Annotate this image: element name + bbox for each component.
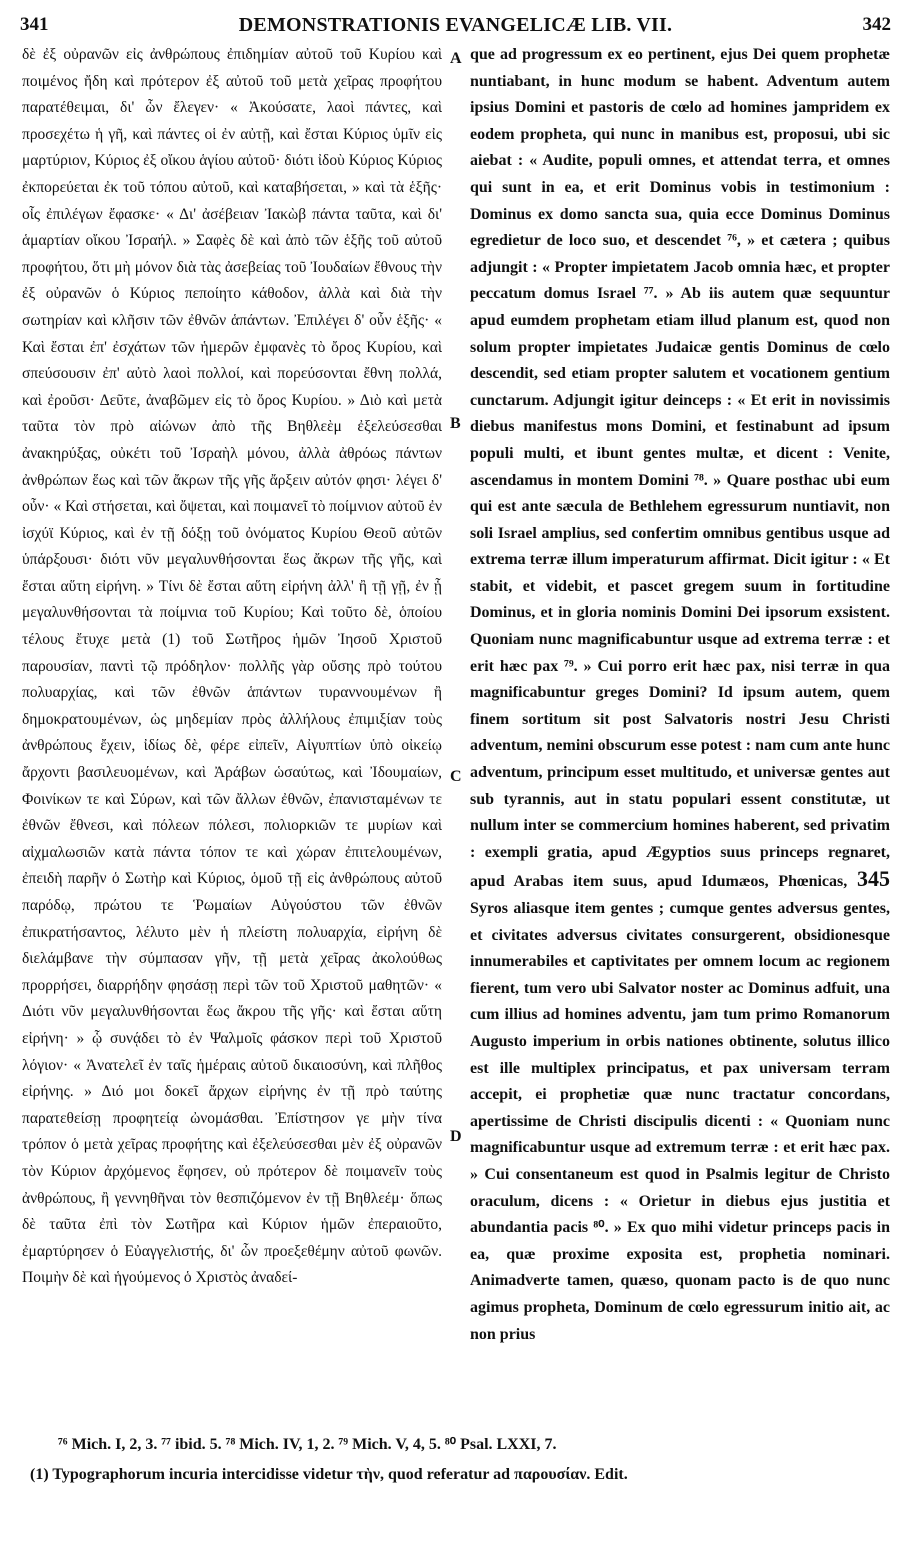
latin-column bbox=[470, 42, 890, 1430]
page-number-right: 342 bbox=[862, 14, 891, 35]
running-title: DEMONSTRATIONIS EVANGELICÆ LIB. VII. bbox=[238, 14, 673, 36]
footnotes bbox=[30, 1430, 889, 1490]
latin-text-a: que ad progressum ex eo pertinent, ejus Dei quem prophetæ nuntiabant, in hunc modum se habent. Adventum autem ipsius Domini et pastoris de cœlo ad homines jampridem ex eodem propheta, qui nunc in manibus est, proposui, ubi sic aiebat : « Audite, populi omnes, et attendat terra, et omnes qui sunt in ea, et erit Dominus vobis in testimonium : Dominus ex domo sancta sua, quia ecce Dominus Dominus egredietur de loco suo, et descendet ⁷⁶, » et cætera ; quibus adjungit : « Propter impietatem Jacob omnia hæc, et propter peccatum domus Israel ⁷⁷. » Ab iis autem quæ sequuntur apud eumdem prophetam etiam illud planum est, quod non solum propter impietates Judaicæ gentis Dominus de cœlo descendit, sed etiam propter salutem et vocationem gentium cunctarum. Adjungit igitur deinceps : « Et erit in novissimis diebus manifestus mons Domini, et festinabunt ad ipsum populi multi, et ibunt gentes multæ, et dicent : Venite, ascendamus in montem Domini ⁷⁸. » Quare posthac ubi eum qui est ante sæcula de Bethlehem egressurum nuntiavit, non soli Israel amplius, sed confertim omnibus gentibus usque ad extrema terræ illum imperaturum affirmat. Dicit igitur : « Et stabit, et videbit, et pascet gregem suum in fortitudine Dominus, et in gloria nominis Domini Dei ipsorum exsistent. Quoniam nunc magnificabuntur usque ad extrema terræ : et erit hæc pax ⁷⁹. » Cui porro erit hæc pax, nisi terræ in qua magnificabuntur greges Domini? Id ipsum autem, quem finem sortitum sit post Salvatoris nostri Jesu Christi adventum, nemini obscurum esse potest : nam cum ante hunc adventum, principum esset multitudo, et universæ gentes aut sub tyrannis, aut in statu populari essent constitutæ, ut nullum inter se commercium homines haberent, sed privatim : exempli gratia, apud Ægyptios suus princeps regnaret, apud Arabas item suus, apud Idumæos, Phœnicas, bbox=[470, 46, 890, 891]
margin-marker-c: C bbox=[450, 768, 462, 785]
latin-page-marker: 345 bbox=[857, 866, 890, 892]
footnote-editor-note: (1) Typographorum incuria intercidisse videtur τὴν, quod referatur ad παρουσίαν. Edit. bbox=[30, 1466, 628, 1483]
greek-column bbox=[22, 42, 442, 1430]
margin-marker-b: B bbox=[450, 415, 461, 432]
margin-marker-a: A bbox=[450, 50, 462, 67]
greek-text: δὲ ἐξ οὐρανῶν εἰς ἀνθρώπους ἐπιδημίαν αὐτοῦ τοῦ Κυρίου καὶ ποιμένος ἤδη καὶ πρότερον ἐξ αὐτοῦ τοῦ μετὰ χεῖρας προφήτου παρατέθειμαι, δι' ὧν ἔλεγεν· « Ἀκούσατε, λαοὶ πάντες, καὶ προσεχέτω ἡ γῆ, καὶ πάντες οἱ ἐν αὐτῇ, καὶ ἔσται Κύριος ὑμῖν εἰς μαρτύριον, Κύριος ἐξ οἴκου ἁγίου αὐτοῦ· διότι ἰδοὺ Κύριος Κύριος ἐκπορεύεται ἐκ τοῦ τόπου αὐτοῦ, καὶ καταβήσεται, » καὶ τὰ ἑξῆς· οἷς ἐπιλέγων ἔφασκε· « Δι' ἀσέβειαν Ἰακὼβ πάντα ταῦτα, καὶ δι' ἁμαρτίαν οἴκου Ἰσραήλ. » Σαφὲς δὲ καὶ ἀπὸ τῶν ἑξῆς τοῦ αὐτοῦ προφήτου, ὅτι μὴ μόνον διὰ τὰς ἀσεβείας τοῦ Ἰουδαίων ἔθνους τὴν ἐξ οὐρανῶν ὁ Κύριος πεποίητο κάθοδον, ἀλλὰ καὶ διὰ τὴν σωτηρίαν καὶ κλῆσιν τῶν ἐθνῶν ἁπάντων. Ἐπιλέγει δ' οὖν ἑξῆς· « Καὶ ἔσται ἐπ' ἐσχάτων τῶν ἡμερῶν ἐμφανὲς τὸ ὄρος Κυρίου, καὶ σπεύσουσιν ἐπ' αὐτὸ λαοὶ πολλοί, καὶ πορεύσονται ἔθνη πολλά, καὶ ἐροῦσι· Δεῦτε, ἀναβῶμεν εἰς τὸ ὄρος Κυρίου. » Διὸ καὶ μετὰ ταῦτα τὸν πρὸ αἰώνων ἀπὸ τῆς Βηθλεὲμ ἐξελεύσεσθαι ἀνακηρύξας, οὐκέτι τοῦ Ἰσραὴλ μόνου, ἀλλὰ ἀθρόως πάντων ἀνθρώπων ἕως καὶ τῶν ἄκρων τῆς γῆς ἄρξειν αὐτόν φησι· λέγει δ' οὖν· « Καὶ στήσεται, καὶ ὄψεται, καὶ ποιμανεῖ τὸ ποίμνιον αὐτοῦ ἐν ἰσχύϊ Κύριος, καὶ ἐν τῇ δόξῃ τοῦ ὀνόματος Κυρίου Θεοῦ αὐτῶν ὑπάρξουσι· διότι νῦν μεγαλυνθήσονται ἕως ἄκρων τῆς γῆς, καὶ ἔσται αὕτη εἰρήνη. » Τίνι δὲ ἔσται αὕτη εἰρήνη ἀλλ' ἢ τῇ γῇ, ἐν ᾗ μεγαλυνθήσονται τὰ ποίμνια τοῦ Κυρίου; Καὶ τοῦτο δὲ, ὁποίου τέλους ἔτυχε μετὰ (1) τοῦ Σωτῆρος ἡμῶν Ἰησοῦ Χριστοῦ παρουσίαν, παντὶ τῷ πρόδηλον· πολλῆς γὰρ οὔσης πρὸ τούτου πολυαρχίας, καὶ τῶν ἐθνῶν ἁπάντων τυραννουμένων ἢ δημοκρατουμένων, ὡς μηδεμίαν πρὸς ἀλλήλους ἐπιμιξίαν τοὺς ἀνθρώπους ἔχειν, ἰδίως δὲ, φέρε εἰπεῖν, Αἰγυπτίων ὑπὸ οἰκείῳ ἄρχοντι βασιλευομένων, καὶ Ἀράβων ὡσαύτως, καὶ Ἰδουμαίων, Φοινίκων τε καὶ Σύρων, καὶ τῶν ἄλλων ἐθνῶν, ἐπανισταμένων τε ἐθνῶν ἔθνεσι, καὶ πόλεων πόλεσι, πολιορκιῶν τε μυρίων καὶ αἰχμαλωσιῶν κατὰ πάντα τόπον τε καὶ χώραν ἐπιτελουμένων, ἐπειδὴ παρῆν ὁ Σωτὴρ καὶ Κύριος, ὁμοῦ τῇ εἰς ἀνθρώπους αὐτοῦ παρόδῳ, πρώτου τε Ῥωμαίων Αὐγούστου τῶν ἐθνῶν ἐπικρατήσαντος, λέλυτο μὲν ἡ πλείστη πολυαρχία, εἰρήνη δὲ διελάμβανε τὴν σύμπασαν γῆν, τῇ μετὰ χεῖρας ἀκολούθως προρρήσει, διαρρήδην φησάσῃ περὶ τῶν τοῦ Χριστοῦ μαθητῶν· « Διότι νῦν μεγαλυνθήσονται ἕως ἄκρου τῆς γῆς· καὶ ἔσται αὕτη εἰρήνη· » ᾧ συνᾴδει τὸ ἐν Ψαλμοῖς φάσκον περὶ τοῦ Χριστοῦ λόγιον· « Ἀνατελεῖ ἐν ταῖς ἡμέραις αὐτοῦ δικαιοσύνη, καὶ πλῆθος εἰρήνης. » Διό μοι δοκεῖ ἄρχων εἰρήνης ἐν τῇ πρὸ ταύτης παρατεθείσῃ προφητείᾳ ὠνομάσθαι. Ἐπίστησον γε μὴν τίνα τρόπον ὁ μετὰ χεῖρας προφήτης καὶ ἐξελεύσεσθαι μὲν ἐξ οὐρανῶν τὸν Κύριον ἀρχόμενος ἔφησεν, οὐ πρότερον δὲ ποιμανεῖν τοὺς ἀνθρώπους, ἢ γεννηθῆναι τὸν θεσπιζόμενον ἐν τῇ Βηθλεέμ· ὅπως δὲ ταῦτα ἐπὶ τὸν Σωτῆρα καὶ Κύριον ἡμῶν ἐπεραιοῦτο, ἐμαρτύρησεν ὁ Εὐαγγελιστής, δι' ὧν προεξεθέμην αὐτοῦ φωνῶν. Ποιμὴν δὲ καὶ ἡγούμενος ὁ Χριστὸς ἀναδεί- bbox=[22, 46, 442, 1287]
latin-text-part-1 bbox=[470, 42, 890, 1348]
margin-marker-d: D bbox=[450, 1128, 462, 1145]
running-header bbox=[20, 10, 891, 40]
footnote-references: ⁷⁶ Mich. I, 2, 3. ⁷⁷ ibid. 5. ⁷⁸ Mich. IV, 1, 2. ⁷⁹ Mich. V, 4, 5. ⁸⁰ Psal. LXXI, 7. bbox=[58, 1436, 557, 1453]
page-number-left: 341 bbox=[20, 14, 49, 35]
latin-text-b: Syros aliasque item gentes ; cumque gentes adversus gentes, et civitates adversus civitates consurgerent, obsidionesque innumerabiles et captivitates per omnem locum ac regionem fierent, tum vero ubi Salvator noster ac Dominus adfuit, una cum illius ad homines adventu, jam tum primo Romanorum Augusto imperium in orbis nationes obtinente, solutus illico est ille multiplex principatus, et pax universam terram accepit, ei prophetiæ quæ nunc tractatur concordans, apertissime de Christi discipulis dicenti : « Quoniam nunc magnificabuntur usque ad extremum terræ : et erit hæc pax. » Cui consentaneum est quod in Psalmis legitur de Christo oraculum, dicens : « Orietur in diebus ejus justitia et abundantia pacis ⁸⁰. » Ex quo mihi videtur princeps pacis in ea, quæ proxime exposita est, prophetia nominari. Animadverte tamen, quæso, quonam pacto is de quo nunc agimus propheta, Dominum de cœlo egressurum initio ait, ac non prius bbox=[470, 900, 890, 1343]
